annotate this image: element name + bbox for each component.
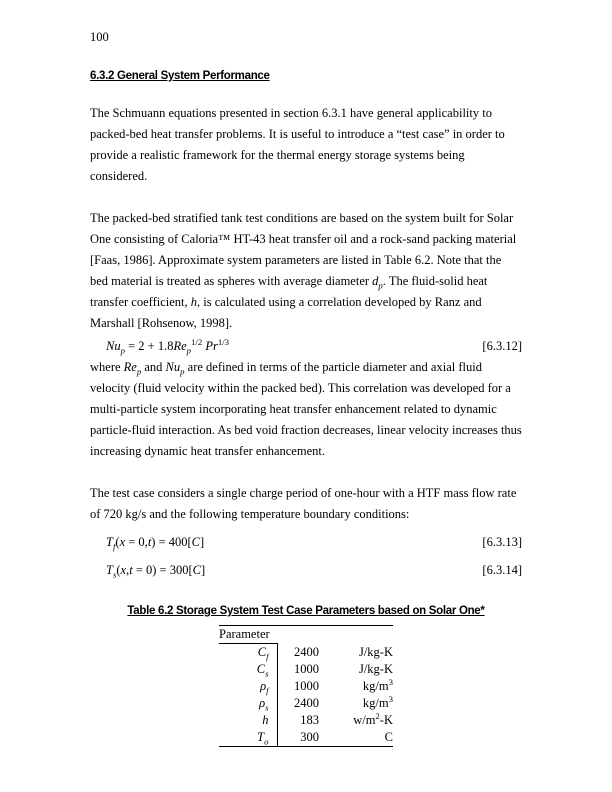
param-unit: J/kg-K <box>358 662 393 676</box>
table-row <box>219 661 393 678</box>
param-unit: $w/m^2-K$ <box>353 710 393 727</box>
param-value: 1000 <box>294 679 319 693</box>
table-row <box>219 695 393 712</box>
equation-6-3-13-expression: $T_f(x = 0,t) = 400[C]$ <box>106 535 205 552</box>
paragraph-correlation-notes: where $Re_p$ and $Nu_p$ are defined in terms of the particle diameter and axial fluid velocity (fluid velocity within the packed bed). This correlation was developed for a multi-particle system incorporating heat transfer enhancement related to dynamic particle-fluid interaction. As bed void fraction decreases, linear velocity increases thus increasing dynamic heat transfer enhancement. <box>90 360 522 458</box>
page-number: 100 <box>90 30 109 44</box>
param-value: 2400 <box>294 644 319 659</box>
table-row <box>219 729 393 747</box>
equation-6-3-14-label: [6.3.14] <box>482 563 522 577</box>
equation-6-3-12-expression: $Nu_p = 2 + 1.8Re_p^{1/2}$ $Pr^{1/3}$ <box>106 336 230 356</box>
param-unit: $kg/m^3$ <box>362 676 393 693</box>
param-symbol: h <box>219 712 277 729</box>
table-row <box>219 712 393 729</box>
param-value: 1000 <box>294 662 319 676</box>
equation-6-3-14-expression: $T_s(x,t = 0) = 300[C]$ <box>106 563 206 580</box>
param-symbol: $\rho_s$ <box>219 695 277 712</box>
paragraph-test-case: The test case considers a single charge period of one-hour with a HTF mass flow rate of 720 kg/s and the following temperature boundary conditions: <box>90 486 517 521</box>
param-symbol: $\rho_f$ <box>219 678 277 695</box>
paragraph-test-conditions: The packed-bed stratified tank test conditions are based on the system built for Solar One consisting of Caloria™ HT-43 heat transfer oil and a rock-sand packing material [Faas, 1986]. Approximate system parameters are listed in Table 6.2. Note that the bed material is treated as spheres with average diameter $d_p$. The fluid-solid heat transfer coefficient, h, is calculated using a correlation developed by Ranz and Marshall [Rohsenow, 1998]. <box>90 211 517 330</box>
equation-6-3-12-label: [6.3.12] <box>482 339 522 353</box>
param-value: 183 <box>300 713 319 727</box>
table-header-value <box>277 626 335 644</box>
paragraph-intro: The Schmuann equations presented in section 6.3.1 have general applicability to packed-bed heat transfer problems. It is useful to introduce a “test case” in order to provide a realistic framework for the thermal energy storage systems being considered. <box>90 106 505 183</box>
equation-6-3-13-label: [6.3.13] <box>482 535 522 549</box>
param-value: 2400 <box>294 696 319 710</box>
param-unit: C <box>384 730 393 744</box>
param-symbol: $C_s$ <box>219 661 277 678</box>
table-row <box>219 644 393 662</box>
param-unit: $kg/m^3$ <box>362 693 393 710</box>
param-unit: J/kg-K <box>358 644 393 659</box>
parameters-table <box>219 625 393 747</box>
equation-6-3-14 <box>90 560 522 581</box>
param-value: 300 <box>300 730 319 744</box>
table-header-parameter: Parameter <box>219 626 277 644</box>
table-header-unit <box>335 626 393 644</box>
section-heading: 6.3.2 General System Performance <box>90 70 270 82</box>
equation-6-3-13 <box>90 532 522 553</box>
param-symbol: $C_f$ <box>219 644 277 662</box>
equation-6-3-12 <box>90 336 522 357</box>
param-symbol: $T_o$ <box>219 729 277 747</box>
table-caption: Table 6.2 Storage System Test Case Parameters based on Solar One* <box>127 605 485 617</box>
table-row <box>219 678 393 695</box>
table-header-row <box>219 626 393 644</box>
